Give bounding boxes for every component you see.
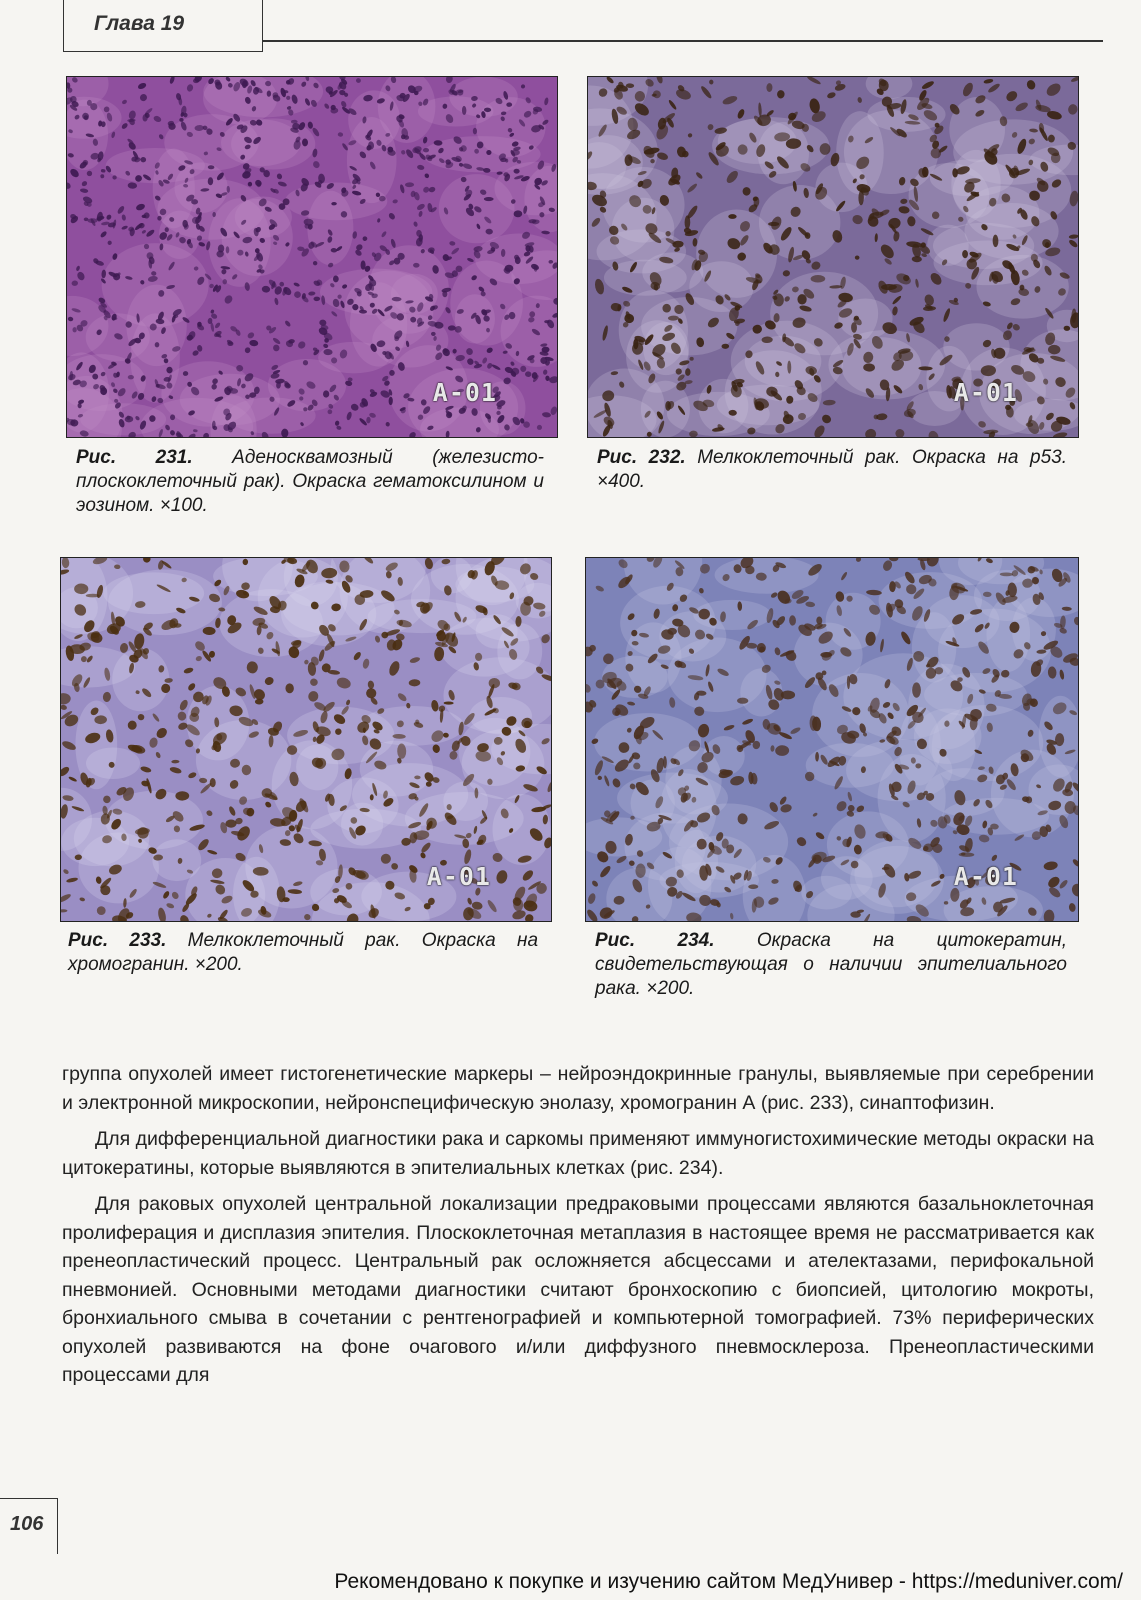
figure-233-image bbox=[60, 557, 552, 922]
figure-234-code: A-01 bbox=[953, 862, 1018, 891]
figure-233-text: Мелкоклеточный рак. Окраска на хромогранин. ×200. bbox=[68, 930, 539, 975]
figure-231-number: Рис. 231. bbox=[76, 447, 193, 468]
figure-233-caption bbox=[68, 929, 538, 977]
body-paragraph-1: группа опухолей имеет гистогенетические маркеры – нейроэндокринные гранулы, выявляемые при серебрении и электронной микроскопии, нейронспецифическую энолазу, хромогранин А (рис. 233), синаптофизин. bbox=[62, 1063, 1094, 1114]
figure-232-image bbox=[587, 76, 1079, 438]
header-rule bbox=[263, 40, 1103, 42]
figure-233-number: Рис. 233. bbox=[68, 930, 167, 951]
page-number-box bbox=[0, 1498, 58, 1554]
footer-watermark: Рекомендовано к покупке и изучению сайтом МедУнивер - https://meduniver.com/ bbox=[334, 1570, 1123, 1593]
figure-234-text: Окраска на цитокератин, свидетельствующая о наличии эпителиального рака. ×200. bbox=[595, 930, 1067, 999]
figure-232-code: A-01 bbox=[953, 378, 1018, 407]
figure-233-code: A-01 bbox=[426, 862, 491, 891]
figure-231-caption bbox=[76, 446, 544, 518]
page-number: 106 bbox=[10, 1513, 44, 1535]
figure-234-caption bbox=[595, 929, 1067, 1001]
figure-231-text: Аденосквамозный (железисто-плоскоклеточный рак). Окраска гематоксилином и эозином. ×100. bbox=[76, 447, 545, 516]
figure-231-code: A-01 bbox=[432, 378, 497, 407]
figure-232-number: Рис. 232. bbox=[597, 447, 686, 468]
body-paragraph-3: Для раковых опухолей центральной локализации предраковыми процессами являются базальноклеточная пролиферация и дисплазия эпителия. Плоскоклеточная метаплазия в настоящее время не рассматривается как пренеопластический процесс. Центральный рак осложняется абсцессами и ателектазами, перифокальной пневмонией. Основными методами диагностики считают бронхоскопию с биопсией, цитологию мокроты, бронхиального смыва в сочетании с рентгенографией и компьютерной томографией. 73% периферических опухолей развиваются на фоне очагового и/или диффузного пневмосклероза. Пренеопластическими процессами для bbox=[62, 1193, 1094, 1386]
figure-232-text: Мелкоклеточный рак. Окраска на p53. ×400. bbox=[597, 447, 1067, 492]
body-paragraph-2: Для дифференциальной диагностики рака и саркомы применяют иммуногистохимические методы окраски на цитокератины, которые выявляются в эпителиальных клетках (рис. 234). bbox=[62, 1128, 1094, 1179]
figure-234-number: Рис. 234. bbox=[595, 930, 715, 951]
figure-232-caption bbox=[597, 446, 1067, 494]
chapter-tab bbox=[63, 0, 263, 52]
body-text bbox=[62, 1060, 1094, 1398]
figure-234-image bbox=[585, 557, 1079, 922]
figure-231-image bbox=[66, 76, 558, 438]
chapter-title: Глава 19 bbox=[94, 12, 185, 35]
